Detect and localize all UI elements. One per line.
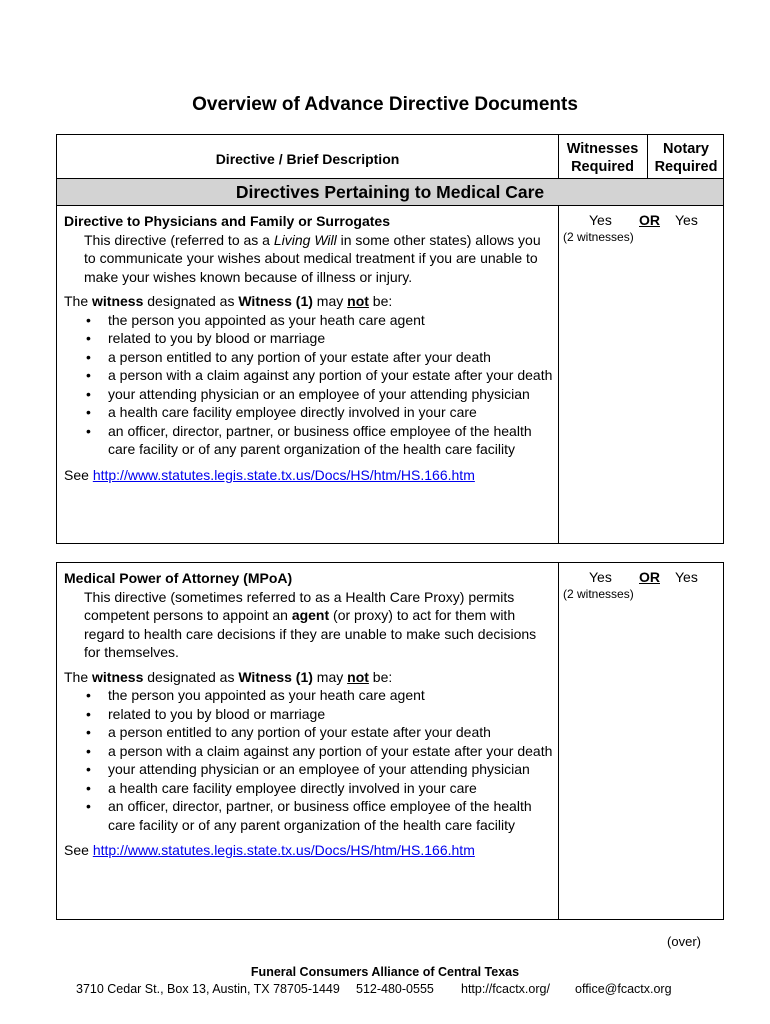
header-witnesses: Witnesses Required: [566, 141, 639, 175]
over-note: (over): [667, 934, 701, 949]
witness-restrictions-list: [64, 686, 554, 834]
or-label: OR: [639, 212, 660, 228]
statute-link[interactable]: http://www.statutes.legis.state.tx.us/Docs/HS/htm/HS.166.htm: [92, 842, 475, 858]
list-item: • your attending physician or an employee of your attending physician: [64, 760, 554, 779]
list-item: • an officer, director, partner, or business office employee of the health care facility or of any parent organization of the health care facility: [64, 422, 554, 459]
statute-reference: See http://www.statutes.legis.state.tx.us/Docs/HS/htm/HS.166.htm: [64, 466, 475, 483]
list-item: • related to you by blood or marriage: [64, 705, 554, 724]
directive-card-living-will: [56, 205, 724, 544]
list-item: • a health care facility employee directly involved in your care: [64, 779, 554, 798]
footer-website[interactable]: http://fcactx.org/: [461, 982, 550, 996]
table-header: [56, 134, 724, 179]
requirements: [559, 569, 725, 601]
notary-required: Yes: [675, 212, 698, 228]
section-title: Directives Pertaining to Medical Care: [56, 178, 724, 206]
directive-description: This directive (referred to as a Living Will in some other states) allows you to communicate your wishes about medical treatment if you are unable to make your wishes known because of illness or injury.: [84, 231, 541, 285]
statute-reference: See http://www.statutes.legis.state.tx.us/Docs/HS/htm/HS.166.htm: [64, 842, 475, 858]
notary-required: Yes: [675, 569, 698, 585]
witness-count: (2 witnesses): [563, 587, 634, 601]
list-item: • the person you appointed as your heath care agent: [64, 686, 554, 705]
statute-link[interactable]: http://www.statutes.legis.state.tx.us/Docs/HS/htm/HS.166.htm: [92, 466, 475, 483]
list-item: • a person entitled to any portion of your estate after your death: [64, 723, 554, 742]
directive-card-mpoa: [56, 562, 724, 920]
column-divider: [558, 206, 559, 543]
footer-address: 3710 Cedar St., Box 13, Austin, TX 78705-1449: [76, 982, 340, 996]
requirements: [559, 212, 725, 244]
witness-required: Yes: [589, 569, 612, 585]
list-item: • a person entitled to any portion of your estate after your death: [64, 348, 554, 367]
header-directive: Directive / Brief Description: [215, 151, 400, 167]
or-label: OR: [639, 569, 660, 585]
list-item: • a health care facility employee directly involved in your care: [64, 403, 554, 422]
list-item: • a person with a claim against any portion of your estate after your death: [64, 366, 554, 385]
footer-org: Funeral Consumers Alliance of Central Texas: [250, 965, 520, 979]
directive-name: Directive to Physicians and Family or Surrogates: [64, 213, 390, 229]
list-item: • the person you appointed as your heath care agent: [64, 311, 554, 330]
list-item: • related to you by blood or marriage: [64, 329, 554, 348]
witness-restrictions-list: [64, 311, 554, 459]
footer-email[interactable]: office@fcactx.org: [575, 982, 672, 996]
list-item: • an officer, director, partner, or business office employee of the health care facility or of any parent organization of the health care facility: [64, 797, 554, 834]
witness-count: (2 witnesses): [563, 230, 634, 244]
column-divider: [558, 563, 559, 919]
directive-description: This directive (sometimes referred to as a Health Care Proxy) permits competent persons to appoint an agent (or proxy) to act for them with regard to health care decisions if they are unable to make such decisions for themselves.: [84, 588, 537, 660]
witness-rule: The witness designated as Witness (1) may not be:: [64, 293, 393, 309]
witness-rule: The witness designated as Witness (1) may not be:: [64, 668, 393, 685]
footer-phone: 512-480-0555: [356, 982, 434, 996]
page-title: Overview of Advance Directive Documents: [192, 94, 578, 115]
list-item: • a person with a claim against any portion of your estate after your death: [64, 742, 554, 761]
list-item: • your attending physician or an employee of your attending physician: [64, 385, 554, 404]
witness-required: Yes: [589, 212, 612, 228]
directive-name: Medical Power of Attorney (MPoA): [64, 570, 293, 586]
header-notary: Notary Required: [654, 141, 718, 175]
